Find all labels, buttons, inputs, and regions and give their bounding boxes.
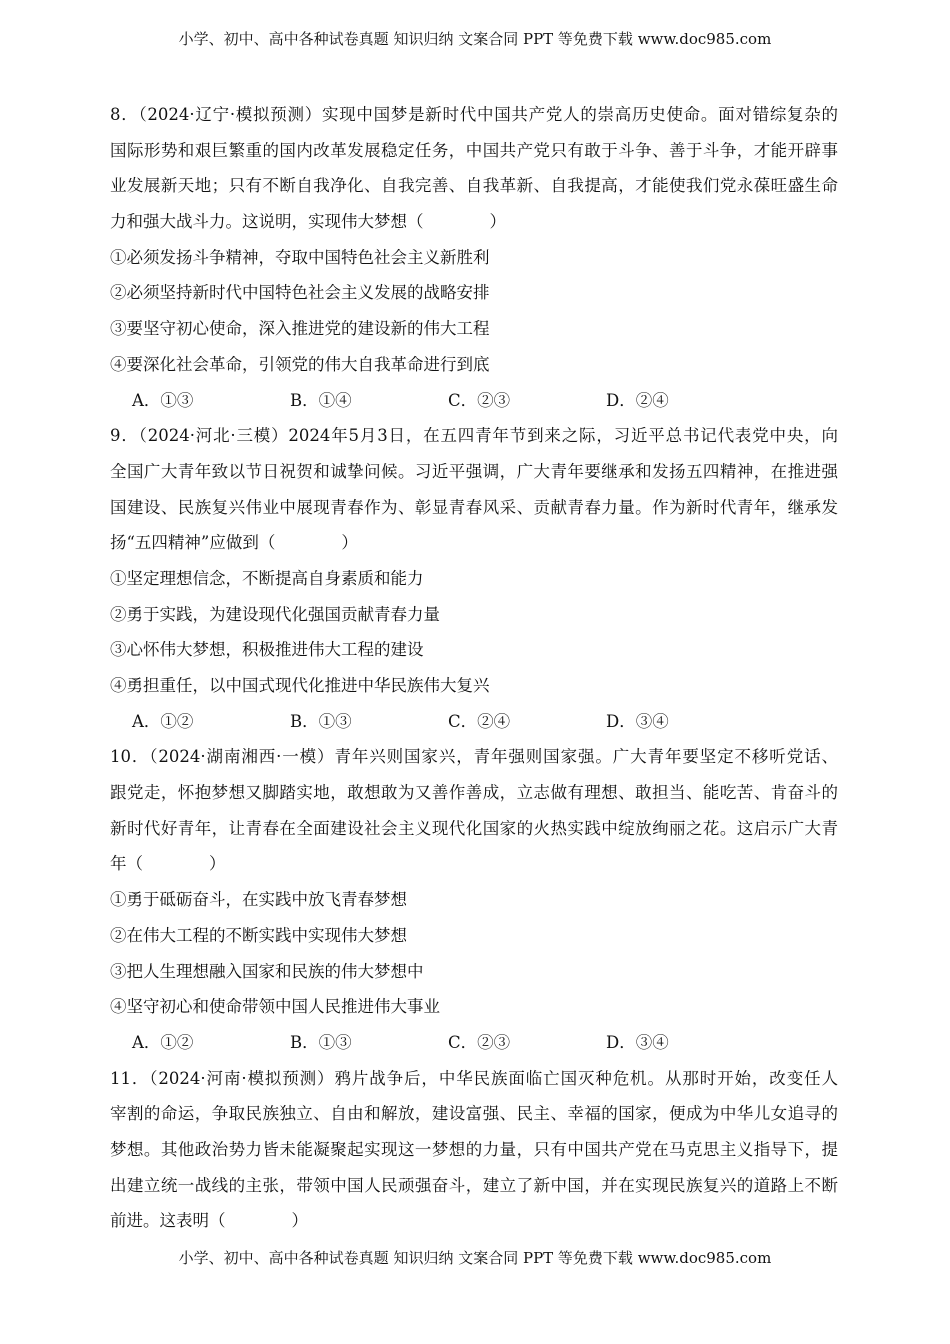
question-stem-line: 扬“五四精神”应做到（ ） [110, 533, 358, 553]
question-stem-line: 业发展新天地；只有不断自我净化、自我完善、自我革新、自我提高，才能使我们党永葆旺盛生命 [110, 176, 838, 196]
statement-option: ②勇于实践，为建设现代化强国贡献青春力量 [110, 604, 440, 624]
question [110, 1061, 838, 1239]
answer-choice[interactable]: A．①② [132, 1032, 194, 1052]
question-stem-line: 出建立统一战线的主张，带领中国人民顽强奋斗，建立了新中国，并在实现民族复兴的道路上不断 [110, 1175, 838, 1195]
question-stem-line: 新时代好青年，让青春在全面建设社会主义现代化国家的火热实践中绽放绚丽之花。这启示广大青 [110, 818, 838, 838]
answer-choice[interactable]: A．①② [132, 711, 194, 731]
answer-choice[interactable]: D．③④ [606, 711, 669, 731]
answer-choices [110, 704, 838, 740]
statement-option: ④勇担重任，以中国式现代化推进中华民族伟大复兴 [110, 676, 490, 695]
statement-option: ①必须发扬斗争精神，夺取中国特色社会主义新胜利 [110, 247, 490, 267]
statement-option: ③要坚守初心使命，深入推进党的建设新的伟大工程 [110, 319, 490, 339]
question-stem-line: 10．（2024·湖南湘西·一模）青年兴则国家兴，青年强则国家强。广大青年要坚定不移听党话、 [110, 747, 838, 767]
answer-choice[interactable]: B．①③ [290, 1032, 352, 1052]
statement-option: ①勇于砥砺奋斗，在实践中放飞青春梦想 [110, 890, 407, 910]
statement-option: ①坚定理想信念，不断提高自身素质和能力 [110, 568, 424, 588]
answer-choice[interactable]: B．①③ [290, 711, 352, 731]
question-stem-line: 国际形势和艰巨繁重的国内改革发展稳定任务，中国共产党只有敢于斗争、善于斗争，才能开辟事 [110, 140, 838, 160]
question-stem-line: 力和强大战斗力。这说明，实现伟大梦想（ ） [110, 212, 506, 232]
statement-option: ②必须坚持新时代中国特色社会主义发展的战略安排 [110, 283, 490, 303]
question [110, 739, 838, 1060]
question-stem-line: 国建设、民族复兴伟业中展现青春作为、彰显青春风采、贡献青春力量。作为新时代青年，继承发 [110, 497, 838, 517]
question-stem-line: 11．（2024·河南·模拟预测）鸦片战争后，中华民族面临亡国灭种危机。从那时开始，改变任人 [110, 1068, 838, 1088]
question-stem-line: 全国广大青年致以节日祝贺和诚挚问候。习近平强调，广大青年要继承和发扬五四精神，在推进强 [110, 461, 838, 481]
question-list [110, 97, 838, 1239]
statement-option: ④要深化社会革命，引领党的伟大自我革命进行到底 [110, 354, 490, 374]
question-stem-line: 宰割的命运，争取民族独立、自由和解放，建设富强、民主、幸福的国家，便成为中华儿女追寻的 [110, 1104, 838, 1124]
question-stem-line: 9．（2024·河北·三模）2024年5月3日，在五四青年节到来之际，习近平总书记代表党中央，向 [110, 426, 838, 446]
answer-choice[interactable]: D．②④ [606, 390, 669, 410]
answer-choices [110, 383, 838, 419]
page-footer: 小学、初中、高中各种试卷真题 知识归纳 文案合同 PPT 等免费下载 www.doc985.com [178, 1249, 772, 1267]
page-header: 小学、初中、高中各种试卷真题 知识归纳 文案合同 PPT 等免费下载 www.doc985.com [178, 30, 772, 48]
answer-choice[interactable]: D．③④ [606, 1032, 669, 1052]
question-stem-line: 梦想。其他政治势力皆未能凝聚起实现这一梦想的力量，只有中国共产党在马克思主义指导下，提 [110, 1139, 838, 1159]
answer-choices [110, 1025, 838, 1061]
question [110, 97, 838, 418]
question [110, 418, 838, 739]
question-stem-line: 前进。这表明（ ） [110, 1211, 308, 1231]
question-stem-line: 8．（2024·辽宁·模拟预测）实现中国梦是新时代中国共产党人的崇高历史使命。面对错综复杂的 [110, 105, 838, 124]
question-stem-line: 年（ ） [110, 854, 226, 874]
statement-option: ④坚守初心和使命带领中国人民推进伟大事业 [110, 997, 440, 1017]
statement-option: ③心怀伟大梦想，积极推进伟大工程的建设 [110, 640, 424, 660]
answer-choice[interactable]: B．①④ [290, 390, 352, 410]
statement-option: ②在伟大工程的不断实践中实现伟大梦想 [110, 925, 407, 945]
answer-choice[interactable]: C．②③ [448, 1032, 511, 1052]
question-stem-line: 跟党走，怀抱梦想又脚踏实地，敢想敢为又善作善成，立志做有理想、敢担当、能吃苦、肯奋斗的 [110, 783, 838, 803]
statement-option: ③把人生理想融入国家和民族的伟大梦想中 [110, 961, 424, 981]
answer-choice[interactable]: C．②③ [448, 390, 511, 410]
answer-choice[interactable]: C．②④ [448, 711, 511, 731]
answer-choice[interactable]: A．①③ [132, 390, 194, 410]
